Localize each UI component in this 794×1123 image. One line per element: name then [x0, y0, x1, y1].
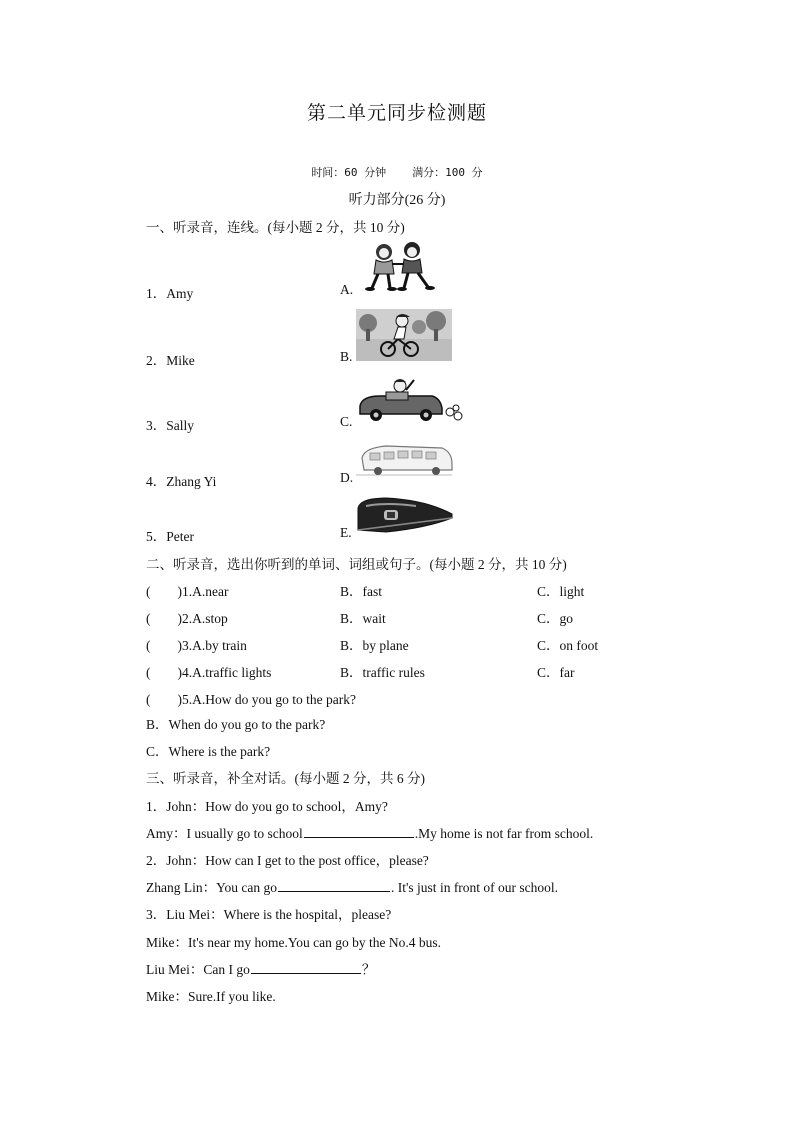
dialogue-line-4 [146, 876, 558, 896]
dialogue-line-4-start: Zhang Lin：You can go [146, 880, 277, 895]
question-5-c: C．Where is the park? [146, 744, 271, 759]
choice-row-4-b: B．traffic rules [340, 665, 425, 680]
car-driver-icon [356, 376, 466, 426]
match-letter-e: E. [340, 525, 352, 540]
choice-row-2-b: B．wait [340, 611, 386, 626]
question-5-a: ( )5.A.How do you go to the park? [146, 692, 356, 707]
dialogue-line-5: 3．Liu Mei：Where is the hospital，please? [146, 907, 392, 922]
time-limit: 时间：60 分钟 [311, 166, 387, 179]
dialogue-line-8: Mike：Sure.If you like. [146, 989, 276, 1004]
bus-icon [356, 442, 454, 478]
page-title: 第二单元同步检测题 [306, 103, 487, 124]
question-5-b: B．When do you go to the park? [146, 717, 326, 732]
section-2-heading: 二、听录音，选出你听到的单词、词组或句子。(每小题 2 分，共 10 分) [146, 557, 567, 572]
match-name-3: 3．Sally [146, 418, 195, 433]
choice-row-2-c: C．go [537, 611, 574, 626]
train-icon [356, 494, 454, 538]
listening-part-title: 听力部分(26 分) [348, 193, 446, 208]
choice-row-1-b: B．fast [340, 584, 382, 599]
choice-row-4-a: ( )4.A.traffic lights [146, 665, 272, 680]
exam-meta [0, 164, 794, 180]
section-1-heading: 一、听录音，连线。(每小题 2 分，共 10 分) [146, 220, 405, 235]
choice-row-2-a: ( )2.A.stop [146, 611, 228, 626]
choice-row-1-c: C．light [537, 584, 585, 599]
choice-row-1-a: ( )1.A.near [146, 584, 229, 599]
match-letter-a: A. [340, 282, 354, 297]
dialogue-line-1: 1．John：How do you go to school，Amy? [146, 799, 388, 814]
answer-blank-3[interactable] [251, 960, 361, 974]
match-name-5: 5．Peter [146, 529, 194, 544]
answer-blank-1[interactable] [304, 824, 414, 838]
match-letter-c: C. [340, 414, 353, 429]
dialogue-line-7 [146, 958, 375, 978]
dialogue-line-3: 2．John：How can I get to the post office，please? [146, 853, 429, 868]
walking-children-icon [364, 240, 436, 292]
match-letter-d: D. [340, 470, 354, 485]
match-name-4: 4．Zhang Yi [146, 474, 217, 489]
match-letter-b: B. [340, 349, 353, 364]
choice-row-3-c: C．on foot [537, 638, 599, 653]
dialogue-line-6: Mike：It's near my home.You can go by the No.4 bus. [146, 935, 442, 950]
match-name-2: 2．Mike [146, 353, 195, 368]
full-score: 满分：100 分 [412, 166, 483, 179]
dialogue-line-2-start: Amy：I usually go to school [146, 826, 303, 841]
choice-row-3-a: ( )3.A.by train [146, 638, 247, 653]
dialogue-line-2 [146, 822, 593, 842]
dialogue-line-2-end: .My home is not far from school. [414, 826, 594, 841]
choice-row-4-c: C．far [537, 665, 575, 680]
choice-row-3-b: B．by plane [340, 638, 409, 653]
match-name-1: 1．Amy [146, 286, 194, 301]
answer-blank-2[interactable] [278, 878, 390, 892]
dialogue-line-7-start: Liu Mei：Can I go [146, 962, 250, 977]
dialogue-line-7-end: ？ [361, 962, 376, 977]
dialogue-line-4-end: . It's just in front of our school. [391, 880, 559, 895]
section-3-heading: 三、听录音，补全对话。(每小题 2 分，共 6 分) [146, 771, 425, 786]
cycling-girl-icon [356, 309, 452, 361]
